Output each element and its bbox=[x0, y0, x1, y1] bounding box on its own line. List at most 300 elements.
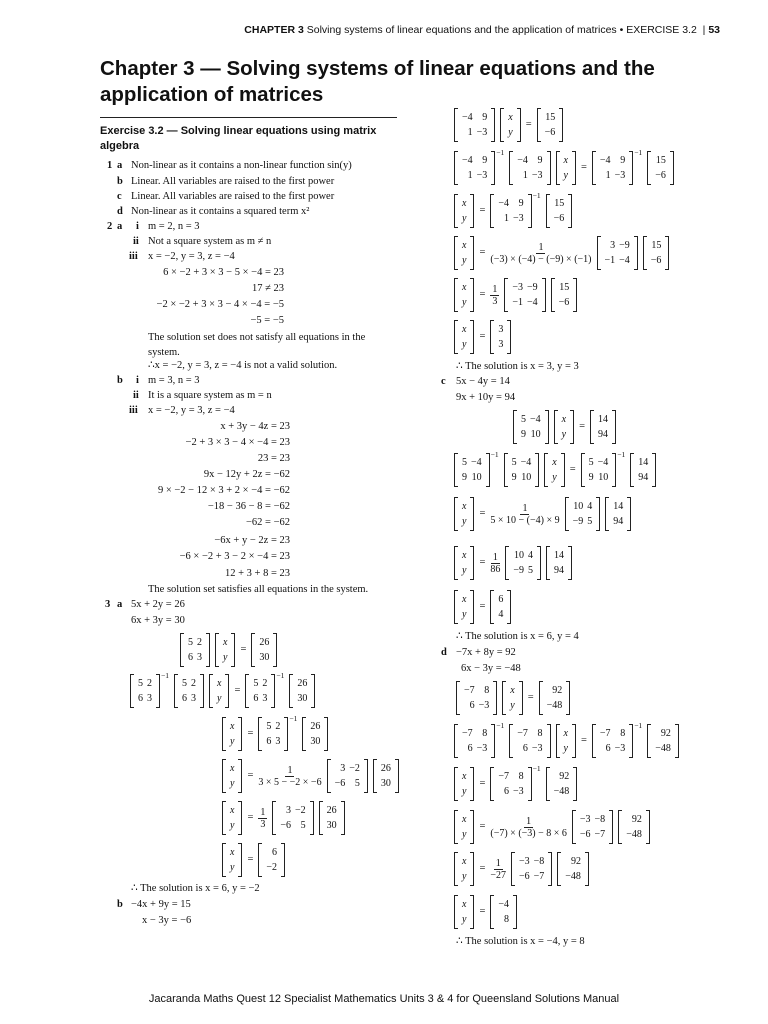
matrix bbox=[490, 767, 531, 801]
matrix-entry: −8 bbox=[533, 856, 545, 867]
matrix-entry: 26 bbox=[326, 805, 337, 816]
constant-vector bbox=[537, 108, 564, 142]
header-title: Solving systems of linear equations and the application of matrices bbox=[306, 24, 617, 36]
matrix-entry: 8 bbox=[620, 728, 626, 739]
matrix bbox=[454, 108, 495, 142]
matrix-entry: y bbox=[223, 652, 228, 663]
fraction-part: 3 bbox=[492, 295, 498, 307]
matrix-entry: −9 bbox=[619, 240, 630, 251]
matrix-entry: 10 bbox=[598, 472, 609, 483]
matrix-entry: x bbox=[462, 771, 467, 782]
matrix-entry: 5 bbox=[521, 414, 526, 425]
constant-vector bbox=[605, 497, 631, 531]
variable-vector bbox=[454, 497, 474, 531]
matrix-equation bbox=[180, 633, 277, 667]
q2a-work-line: 17 ≠ 23 bbox=[251, 283, 284, 294]
equals-sign: = bbox=[581, 161, 587, 173]
matrix-entry: 9 bbox=[620, 155, 626, 166]
matrix-entry: y bbox=[230, 820, 235, 831]
q2b-i-text: m = 3, n = 3 bbox=[148, 375, 200, 386]
matrix-equation bbox=[454, 450, 656, 487]
matrix-entry: y bbox=[230, 862, 235, 873]
matrix-entry: 1 bbox=[605, 170, 611, 181]
matrix-entry: −3 bbox=[478, 700, 490, 711]
inverse-sup: −1 bbox=[289, 714, 298, 723]
q3d-conclusion: ∴ The solution is x = −4, y = 8 bbox=[456, 936, 585, 947]
matrix-entry: y bbox=[561, 429, 567, 440]
matrix-entry: 30 bbox=[310, 736, 321, 747]
matrix-entry: −3 bbox=[519, 856, 530, 867]
variable-vector bbox=[556, 151, 576, 185]
matrix-entry: y bbox=[462, 255, 467, 266]
inverse-sup: −1 bbox=[634, 148, 643, 157]
variable-vector bbox=[454, 320, 474, 354]
matrix-entry: −4 bbox=[520, 457, 532, 468]
matrix-entry: 3 bbox=[262, 693, 268, 704]
constant-vector bbox=[289, 674, 315, 708]
heading-rule bbox=[100, 117, 397, 118]
matrix-entry: 15 bbox=[554, 198, 565, 209]
constant-vector bbox=[590, 410, 616, 444]
matrix-entry: 6 bbox=[181, 693, 187, 704]
inverse-sup: −1 bbox=[496, 721, 505, 730]
matrix-entry: 6 bbox=[188, 652, 193, 663]
matrix bbox=[180, 633, 210, 667]
matrix-entry: −1 bbox=[512, 297, 524, 308]
constant-vector bbox=[647, 151, 674, 185]
variable-vector bbox=[454, 767, 474, 801]
matrix-entry: −48 bbox=[626, 829, 642, 840]
matrix-entry: 26 bbox=[380, 763, 391, 774]
q2a-label: a bbox=[117, 221, 123, 232]
matrix-entry: −3 bbox=[512, 282, 524, 293]
variable-vector bbox=[215, 633, 235, 667]
matrix-entry: −6 bbox=[544, 127, 556, 138]
constant-vector bbox=[546, 767, 578, 801]
matrix-entry: y bbox=[510, 700, 515, 711]
matrix-entry: −48 bbox=[655, 743, 671, 754]
matrix-entry: x bbox=[230, 805, 235, 816]
matrix-entry: 4 bbox=[587, 501, 593, 512]
matrix-entry: x bbox=[552, 457, 557, 468]
matrix-entry: 3 bbox=[498, 339, 504, 350]
determinant-fraction bbox=[490, 503, 559, 526]
variable-vector bbox=[454, 852, 474, 886]
inverse-sup: −1 bbox=[532, 764, 541, 773]
adjoint-matrix bbox=[272, 801, 313, 835]
matrix-entry: y bbox=[462, 914, 467, 925]
constant-vector bbox=[373, 759, 399, 793]
matrix-entry: 30 bbox=[259, 652, 270, 663]
header-bar: | bbox=[702, 24, 706, 36]
matrix-entry: y bbox=[230, 778, 235, 789]
matrix-entry: −3 bbox=[476, 170, 488, 181]
matrix-entry: 10 bbox=[573, 501, 584, 512]
equals-sign: = bbox=[240, 643, 247, 655]
q2b-work-line: 12 + 3 + 8 = 23 bbox=[224, 568, 290, 579]
q2b-ii-text: It is a square system as m = n bbox=[148, 390, 272, 401]
q1c-label: c bbox=[117, 191, 122, 202]
matrix bbox=[504, 453, 540, 487]
matrix-entry: 5 bbox=[528, 565, 534, 576]
constant-vector bbox=[643, 236, 670, 270]
q1a-label: a bbox=[117, 160, 123, 171]
matrix-entry: 8 bbox=[537, 728, 543, 739]
matrix-entry: 94 bbox=[613, 516, 624, 527]
matrix-entry: −2 bbox=[349, 763, 360, 774]
matrix-entry: 1 bbox=[467, 127, 473, 138]
matrix-entry: 5 bbox=[138, 678, 143, 689]
matrix-entry: −4 bbox=[498, 198, 510, 209]
matrix-entry: 30 bbox=[297, 693, 308, 704]
q3b-equation: x − 3y = −6 bbox=[142, 915, 192, 926]
q1-number: 1 bbox=[107, 160, 113, 171]
header-chapter: CHAPTER 3 bbox=[244, 24, 304, 36]
matrix-entry: −7 bbox=[462, 728, 473, 739]
q2b-work-line: −2 + 3 × 3 − 4 × −4 = 23 bbox=[185, 437, 290, 448]
inverse-sup: −1 bbox=[634, 721, 643, 730]
matrix-equation bbox=[222, 801, 345, 835]
matrix-entry: 6 bbox=[467, 743, 473, 754]
q1c-text: Linear. All variables are raised to the first power bbox=[131, 191, 335, 202]
equals-sign: = bbox=[569, 463, 576, 475]
matrix-entry: 6 bbox=[498, 594, 504, 605]
q2b-ii-label: ii bbox=[133, 390, 139, 401]
matrix-entry: −4 bbox=[597, 457, 609, 468]
matrix-entry: 1 bbox=[522, 170, 528, 181]
q1d-label: d bbox=[117, 206, 123, 217]
q2a-work-line: −2 × −2 + 3 × 3 − 4 × −4 = −5 bbox=[156, 299, 284, 310]
q2b-iii-label: iii bbox=[129, 405, 138, 416]
exercise-heading: Exercise 3.2 — Solving linear equations using matrix algebra bbox=[100, 125, 377, 152]
q2b-work-line: 9x − 12y + 2z = −62 bbox=[203, 469, 290, 480]
q2a-ii-text: Not a square system as m ≠ n bbox=[148, 236, 272, 247]
q2b-label: b bbox=[117, 375, 123, 386]
constant-vector bbox=[251, 633, 277, 667]
variable-vector bbox=[454, 194, 474, 228]
matrix-entry: y bbox=[563, 170, 568, 181]
inverse-sup: −1 bbox=[617, 450, 626, 459]
q3a-label: a bbox=[117, 599, 123, 610]
q3c-equation: 9x + 10y = 94 bbox=[456, 392, 516, 403]
q3c-label: c bbox=[441, 376, 446, 387]
matrix-entry: 1 bbox=[504, 213, 510, 224]
fraction-part: 1 bbox=[492, 283, 498, 295]
matrix-entry: 30 bbox=[326, 820, 337, 831]
matrix bbox=[592, 724, 633, 758]
fraction-part: 1 bbox=[538, 241, 544, 253]
matrix-entry: 92 bbox=[631, 814, 642, 825]
matrix-entry: −3 bbox=[579, 814, 591, 825]
matrix-entry: 3 bbox=[190, 693, 196, 704]
variable-vector bbox=[500, 108, 520, 142]
matrix-entry: 4 bbox=[498, 609, 504, 620]
matrix-entry: 5 bbox=[588, 457, 594, 468]
matrix-entry: 9 bbox=[511, 472, 517, 483]
matrix-entry: x bbox=[462, 282, 467, 293]
equals-sign: = bbox=[527, 691, 534, 703]
q2b-work-line: −6 × −2 + 3 − 2 × −4 = 23 bbox=[179, 551, 290, 562]
matrix-entry: x bbox=[462, 240, 467, 251]
matrix-entry: 92 bbox=[570, 856, 581, 867]
matrix bbox=[258, 717, 288, 751]
q2a-iii-text: x = −2, y = 3, z = −4 bbox=[148, 251, 235, 262]
q2b-work-line: 9 × −2 − 12 × 3 + 2 × −4 = −62 bbox=[157, 485, 290, 496]
q3d-equation: −7x + 8y = 92 bbox=[456, 647, 516, 658]
matrix-entry: 5 bbox=[354, 778, 360, 789]
matrix-entry: 8 bbox=[504, 914, 510, 925]
matrix bbox=[490, 194, 531, 228]
matrix-entry: −4 bbox=[527, 297, 538, 308]
matrix-equation bbox=[222, 714, 328, 751]
matrix-entry: −6 bbox=[655, 170, 666, 181]
matrix bbox=[509, 151, 550, 185]
matrix-entry: 10 bbox=[521, 472, 532, 483]
q1b-text: Linear. All variables are raised to the first power bbox=[131, 176, 335, 187]
matrix-entry: 92 bbox=[660, 728, 671, 739]
matrix-equation bbox=[456, 681, 570, 715]
solution-vector bbox=[258, 843, 285, 877]
matrix-equation bbox=[454, 721, 679, 758]
equals-sign: = bbox=[581, 734, 587, 746]
adjoint-matrix bbox=[511, 852, 552, 886]
matrix-entry: x bbox=[216, 678, 222, 689]
matrix-entry: 6 bbox=[266, 736, 272, 747]
matrix-entry: y bbox=[462, 609, 467, 620]
matrix-entry: 10 bbox=[514, 550, 525, 561]
matrix bbox=[581, 453, 617, 487]
matrix-equation bbox=[454, 810, 650, 844]
q1b-label: b bbox=[117, 176, 123, 187]
matrix-entry: −4 bbox=[462, 112, 473, 123]
q2a-work-line: −5 = −5 bbox=[250, 315, 284, 326]
adjoint-matrix bbox=[505, 546, 541, 580]
equals-sign: = bbox=[479, 288, 486, 300]
matrix-entry: 14 bbox=[554, 550, 565, 561]
q2a-ii-label: ii bbox=[133, 236, 139, 247]
solution-vector bbox=[490, 320, 511, 354]
equals-sign: = bbox=[579, 420, 586, 432]
equals-sign: = bbox=[479, 246, 486, 258]
matrix-entry: −6 bbox=[519, 871, 530, 882]
matrix-equation bbox=[454, 764, 577, 801]
matrix-entry: 5 bbox=[266, 721, 272, 732]
matrix-entry: y bbox=[462, 297, 467, 308]
fraction-part: 3 × 5 − −2 × −6 bbox=[258, 776, 322, 788]
matrix-equation bbox=[454, 191, 572, 228]
variable-vector bbox=[222, 801, 242, 835]
matrix-entry: x bbox=[223, 637, 228, 648]
matrix-entry: 9 bbox=[537, 155, 543, 166]
matrix-entry: −48 bbox=[546, 700, 563, 711]
constant-vector bbox=[302, 717, 328, 751]
matrix-entry: y bbox=[462, 871, 467, 882]
matrix-entry: 6 bbox=[138, 693, 143, 704]
constant-vector bbox=[546, 546, 572, 580]
matrix-entry: 30 bbox=[380, 778, 391, 789]
equals-sign: = bbox=[525, 118, 532, 130]
variable-vector bbox=[454, 278, 474, 312]
matrix-entry: −48 bbox=[565, 871, 581, 882]
matrix-entry: 6 bbox=[605, 743, 611, 754]
matrix-entry: 3 bbox=[498, 324, 504, 335]
matrix-equation bbox=[454, 236, 669, 270]
matrix-entry: 14 bbox=[598, 414, 609, 425]
matrix-entry: 14 bbox=[613, 501, 624, 512]
fraction-part: 1 bbox=[260, 806, 266, 818]
matrix-entry: −6 bbox=[579, 829, 591, 840]
matrix-equation bbox=[454, 278, 577, 312]
matrix-equation bbox=[513, 410, 616, 444]
q2b-work-line: −62 = −62 bbox=[245, 517, 290, 528]
scalar-fraction bbox=[490, 284, 499, 307]
chapter-title: Chapter 3 — Solving systems of linear equations and the application of matrices bbox=[100, 57, 655, 106]
matrix-equation bbox=[454, 895, 517, 929]
matrix-entry: x bbox=[563, 728, 568, 739]
matrix-entry: −6 bbox=[334, 778, 346, 789]
q3a-conclusion: ∴ The solution is x = 6, y = −2 bbox=[131, 883, 260, 894]
matrix-entry: −9 bbox=[513, 565, 525, 576]
matrix-entry: −4 bbox=[599, 155, 611, 166]
matrix-entry: y bbox=[216, 693, 222, 704]
equals-sign: = bbox=[234, 684, 241, 696]
matrix bbox=[454, 453, 490, 487]
matrix-equation bbox=[454, 852, 589, 886]
equals-sign: = bbox=[247, 727, 254, 739]
equals-sign: = bbox=[479, 330, 486, 342]
determinant-fraction bbox=[258, 765, 321, 788]
matrix-entry: −8 bbox=[594, 814, 606, 825]
matrix-entry: −3 bbox=[476, 127, 488, 138]
fraction-part: 5 × 10 − (−4) × 9 bbox=[490, 514, 560, 526]
determinant-fraction bbox=[490, 816, 567, 839]
matrix-entry: −2 bbox=[266, 862, 278, 873]
matrix-entry: x bbox=[230, 763, 235, 774]
matrix bbox=[513, 410, 549, 444]
matrix-entry: −6 bbox=[558, 297, 570, 308]
matrix-entry: −3 bbox=[513, 213, 524, 224]
matrix-entry: 5 bbox=[511, 457, 517, 468]
constant-vector bbox=[618, 810, 650, 844]
q3c-equation: 5x − 4y = 14 bbox=[456, 376, 510, 387]
matrix-entry: −4 bbox=[530, 414, 541, 425]
equals-sign: = bbox=[479, 600, 486, 612]
matrix-entry: 2 bbox=[275, 721, 281, 732]
q2a-conclusion: system. bbox=[148, 347, 180, 358]
variable-vector bbox=[209, 674, 229, 708]
matrix-entry: −4 bbox=[517, 155, 528, 166]
matrix-entry: 5 bbox=[300, 820, 306, 831]
matrix-entry: 15 bbox=[651, 240, 662, 251]
matrix-entry: −4 bbox=[498, 899, 510, 910]
matrix-entry: y bbox=[462, 829, 467, 840]
variable-vector bbox=[454, 590, 474, 624]
q2-number: 2 bbox=[107, 221, 113, 232]
matrix-entry: 94 bbox=[598, 429, 609, 440]
matrix-entry: −3 bbox=[614, 170, 626, 181]
matrix-entry: 6 bbox=[522, 743, 528, 754]
q1a-text: Non-linear as it contains a non-linear function sin(y) bbox=[131, 160, 352, 171]
scalar-fraction bbox=[258, 807, 267, 830]
matrix bbox=[130, 674, 160, 708]
q3b-label: b bbox=[117, 899, 123, 910]
matrix-equation bbox=[454, 320, 511, 354]
matrix-entry: −1 bbox=[604, 255, 616, 266]
fraction-part: (−7) × (−3) − 8 × 6 bbox=[490, 827, 567, 839]
page-number: 53 bbox=[708, 24, 720, 36]
variable-vector bbox=[554, 410, 574, 444]
matrix-entry: 2 bbox=[147, 678, 152, 689]
q3d-label: d bbox=[441, 647, 447, 658]
q2b-iii-text: x = −2, y = 3, z = −4 bbox=[148, 405, 235, 416]
matrix-entry: 3 bbox=[610, 240, 616, 251]
matrix-entry: 3 bbox=[286, 805, 292, 816]
matrix-equation bbox=[454, 497, 631, 531]
q2a-i-text: m = 2, n = 3 bbox=[148, 221, 200, 232]
matrix-entry: 5 bbox=[587, 516, 593, 527]
q2b-work-line: −18 − 36 − 8 = −62 bbox=[207, 501, 290, 512]
q3a-equation: 6x + 3y = 30 bbox=[131, 615, 185, 626]
adjoint-matrix bbox=[327, 759, 368, 793]
matrix-entry: 15 bbox=[545, 112, 556, 123]
matrix-entry: y bbox=[462, 516, 467, 527]
page-footer: Jacaranda Maths Quest 12 Specialist Mathematics Units 3 & 4 for Queensland Solutions Manual bbox=[148, 993, 620, 1005]
matrix bbox=[456, 681, 497, 715]
constant-vector bbox=[319, 801, 345, 835]
matrix-entry: y bbox=[462, 213, 467, 224]
solution-vector bbox=[490, 895, 517, 929]
matrix-entry: y bbox=[230, 736, 235, 747]
matrix-entry: 3 bbox=[147, 693, 152, 704]
matrix-entry: 1 bbox=[467, 170, 473, 181]
matrix-entry: −7 bbox=[464, 685, 475, 696]
q2b-work-line: −6x + y − 2z = 23 bbox=[214, 535, 290, 546]
fraction-part: 1 bbox=[526, 815, 532, 827]
matrix-entry: −2 bbox=[295, 805, 306, 816]
matrix-entry: x bbox=[508, 112, 513, 123]
matrix-entry: 8 bbox=[482, 728, 488, 739]
fraction-part: 86 bbox=[490, 563, 501, 575]
constant-vector bbox=[557, 852, 589, 886]
matrix-entry: 9 bbox=[518, 198, 524, 209]
equals-sign: = bbox=[479, 820, 486, 832]
matrix-entry: −4 bbox=[462, 155, 473, 166]
solution-vector bbox=[490, 590, 511, 624]
constant-vector bbox=[647, 724, 679, 758]
equals-sign: = bbox=[479, 862, 486, 874]
fraction-part: 1 bbox=[522, 502, 528, 514]
fraction-part: 3 bbox=[260, 818, 266, 830]
matrix-entry: −7 bbox=[517, 728, 528, 739]
equals-sign: = bbox=[247, 853, 254, 865]
matrix-entry: x bbox=[462, 198, 467, 209]
matrix-equation bbox=[454, 590, 511, 624]
variable-vector bbox=[454, 810, 474, 844]
matrix-entry: y bbox=[508, 127, 513, 138]
matrix-entry: −7 bbox=[498, 771, 510, 782]
matrix-entry: x bbox=[462, 501, 467, 512]
q2b-i-label: i bbox=[136, 375, 139, 386]
matrix-entry: 26 bbox=[297, 678, 308, 689]
matrix bbox=[592, 151, 633, 185]
matrix-entry: 6 bbox=[469, 700, 475, 711]
q3c-conclusion: ∴ The solution is x = 6, y = 4 bbox=[456, 631, 579, 642]
matrix-entry: −6 bbox=[650, 255, 662, 266]
matrix-entry: 2 bbox=[190, 678, 196, 689]
matrix-entry: −3 bbox=[531, 170, 543, 181]
equals-sign: = bbox=[479, 556, 486, 568]
matrix-entry: 10 bbox=[530, 429, 541, 440]
